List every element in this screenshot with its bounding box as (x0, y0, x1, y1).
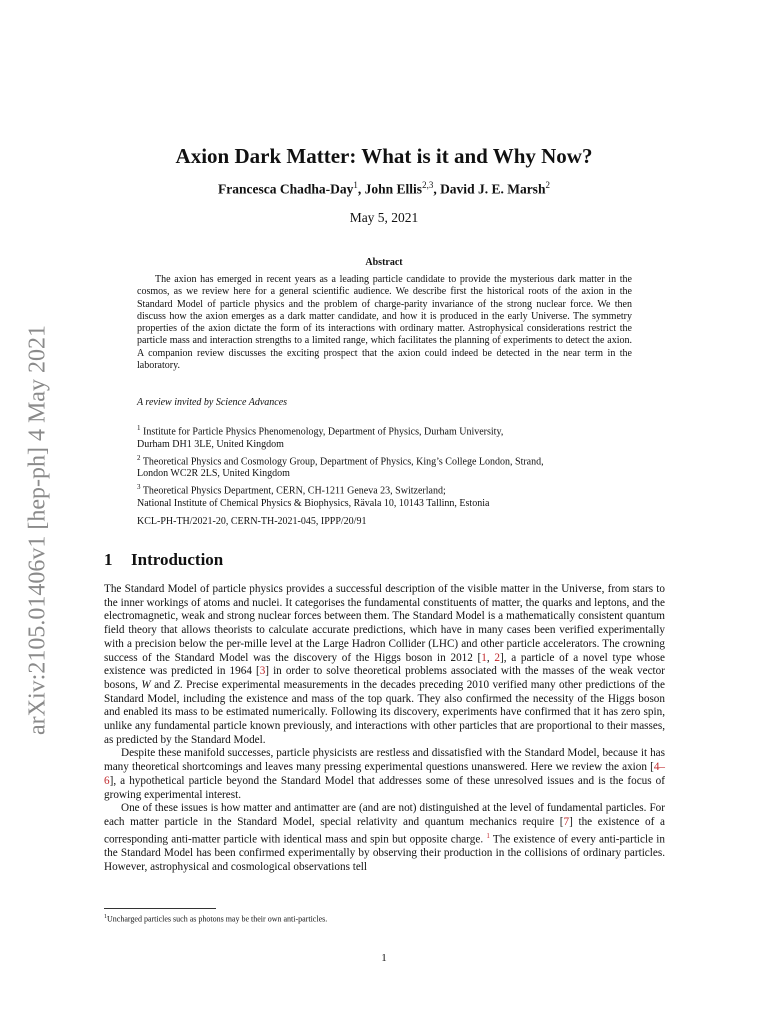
text-run: . Precise experimental measurements in the decades preceding 2010 verified many other predictions of the Standard Model, including the existence and mass of the top quark. They also confirmed the necessity of the Higgs boson and enabled its mass to be estimated numerically. Following its discovery, experiments have confirmed that it has zero spin, unlike any fundamental particle known previously, and interactions with other particles that are proportional to their masses, as predicted by the Standard Model. (104, 678, 665, 746)
citation-link[interactable]: 2 (494, 651, 500, 664)
section-heading (104, 550, 223, 570)
author: John Ellis (364, 181, 423, 197)
citation-link[interactable]: 3 (259, 665, 266, 678)
paragraph (104, 802, 665, 874)
author: David J. E. Marsh (440, 181, 546, 197)
abstract-text: The axion has emerged in recent years as a leading particle candidate to provide the mysterious dark matter in the cosmos, as we review here for a general scientific audience. We describe first the historical roots of the axion in the Standard Model of particle physics and the problem of charge-parity invariance of the strong nuclear force. We then discuss how the axion emerges as a dark matter candidate, and how it is produced in the early Universe. The symmetry properties of the axion dictate the form of its interactions with ordinary matter. Astrophysical considerations restrict the particle mass and interaction strengths to a limited range, which facilitates the planning of experiments to detect the axion. A companion review discusses the exciting prospect that the axion could indeed be detected in the near term in the laboratory. (137, 274, 632, 372)
text-run: and (150, 678, 174, 691)
text-run: The existence of every anti-particle in the Standard Model has been confirmed experimentally by observing their production in the collisions of ordinary particles. However, astrophysical and cosmological observations tell (104, 833, 666, 873)
paragraph (104, 583, 665, 747)
affiliations (137, 422, 632, 511)
citation-link[interactable]: 7 (563, 815, 570, 828)
author-affiliation-mark: 2,3 (422, 180, 434, 190)
text-run: One of these issues is how matter and antimatter are (and are not) distinguished at the level of fundamental particles. For each matter particle in the Standard Model, special relativity and quantum mechanics require [ (104, 802, 665, 828)
text-run: , (486, 651, 495, 664)
text-run: Despite these manifold successes, particle physicists are restless and dissatisfied with the Standard Model, because it has many theoretical shortcomings and leaves many pressing experimental questions unanswered. Here we review the axion [ (104, 747, 665, 774)
author-affiliation-mark: 1 (353, 180, 358, 190)
abstract-heading: Abstract (365, 257, 403, 268)
footnote-mark: 1 (104, 914, 107, 920)
author-list: Francesca Chadha-Day$^1$, John Ellis$^{2,3}$, David J. E. Marsh$^2$ (218, 180, 550, 197)
publication-date: May 5, 2021 (349, 210, 419, 225)
footnote (104, 912, 665, 925)
text-run: ], a hypothetical particle beyond the Standard Model that addresses some of these unresolved issues and is the focus of growing experimental interest. (104, 774, 665, 801)
body-text (104, 583, 665, 875)
affiliation: $^1$ Institute for Particle Physics Phenomenology, Department of Physics, Durham University, Durham DH1 3LE, United Kingdom (137, 424, 504, 450)
footnote-link[interactable]: 1 (486, 831, 490, 840)
paragraph (104, 747, 665, 802)
affiliation: $^3$ Theoretical Physics Department, CERN, CH-1211 Geneva 23, Switzerland; National Institute of Chemical Physics & Biophysics, Rävala 10, 10143 Tallinn, Estonia (137, 483, 490, 509)
paper-title: Axion Dark Matter: What is it and Why Now? (175, 144, 593, 168)
italic-symbol: Z (173, 678, 180, 691)
italic-symbol: W (141, 678, 151, 691)
citation-link[interactable]: 4–6 (104, 761, 665, 787)
report-numbers: KCL-PH-TH/2021-20, CERN-TH-2021-045, IPPP/20/91 (137, 516, 367, 527)
footnote-divider (104, 908, 216, 909)
page-number: 1 (381, 952, 387, 964)
section-title: Introduction (131, 550, 224, 569)
text-run: ], a particle of a novel type whose existence was predicted in 1964 [ (104, 651, 665, 678)
text-run: ] in order to solve theoretical problems associated with the masses of the weak vector bosons, (104, 665, 665, 691)
affiliation: $^2$ Theoretical Physics and Cosmology Group, Department of Physics, King’s College London, Strand, London WC2R 2LS, United Kingdom (137, 453, 544, 480)
author-affiliation-mark: 2 (545, 180, 550, 190)
footnote-text: Uncharged particles such as photons may be their own anti-particles. (107, 914, 328, 924)
section-number: 1 (104, 550, 113, 569)
arxiv-identifier: arXiv:2105.01406v1 [hep-ph] 4 May 2021 (24, 325, 51, 735)
text-run: The Standard Model of particle physics provides a successful description of the visible matter in the Universe, from stars to the inner workings of atoms and nuclei. It categorises the fundamental constituents of matter, the quarks and leptons, and the electromagnetic, weak and strong nuclear forces between them. The Standard Model is a mathematically consistent quantum field theory that allows theorists to calculate accurate predictions, which have in many cases been verified experimentally with a precision below the per-mille level at the Large Hadron Collider (LHC) and other particle accelerators. The crowning success of the Standard Model was the discovery of the Higgs boson in 2012 [ (104, 583, 665, 664)
citation-link[interactable]: 1 (481, 651, 487, 664)
text-run: ] the existence of a corresponding anti-matter particle with identical mass and spin but opposite charge. (104, 815, 665, 846)
author: Francesca Chadha-Day (218, 181, 354, 197)
review-note: A review invited by Science Advances (137, 397, 288, 408)
arxiv-stamp (8, 320, 68, 740)
